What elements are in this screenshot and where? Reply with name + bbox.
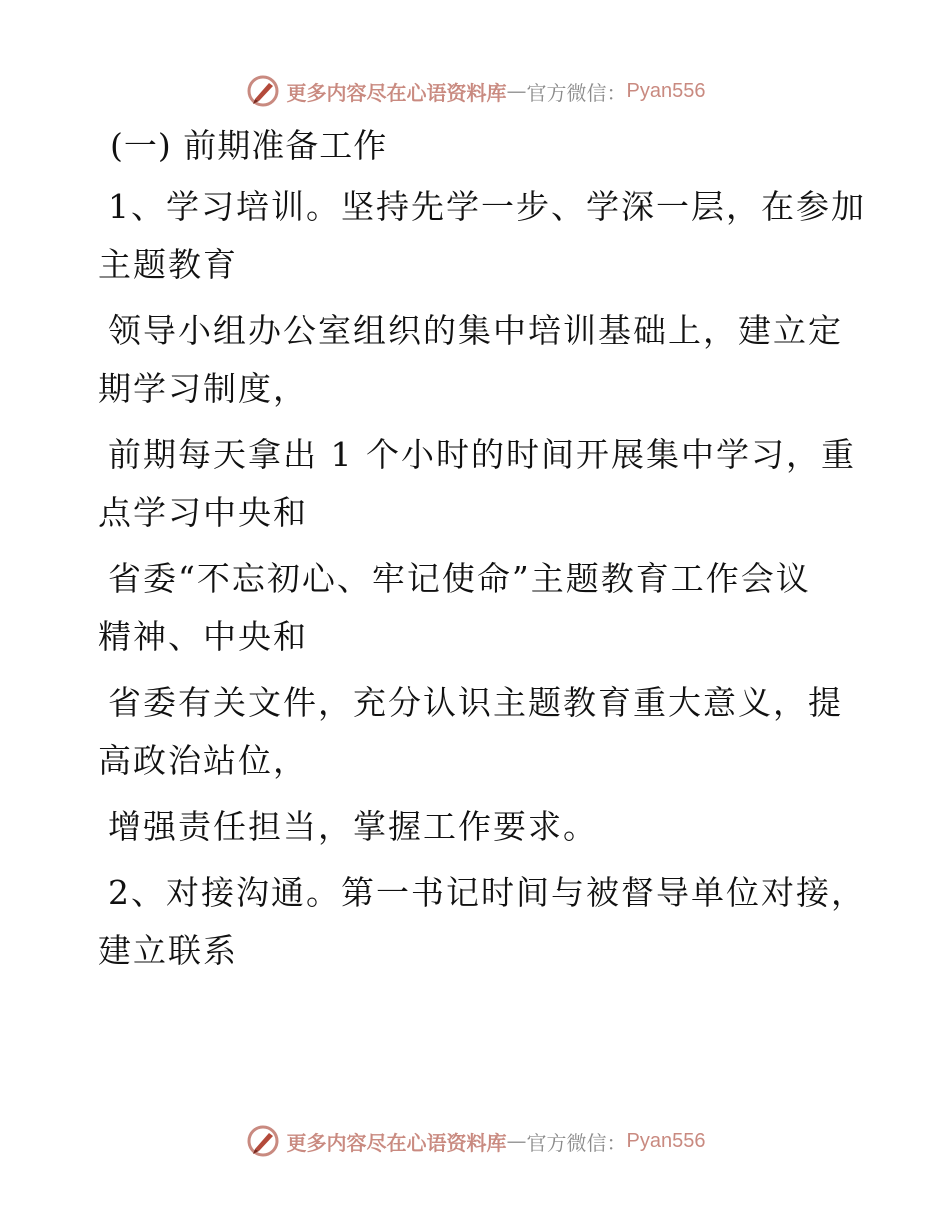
watermark-dash: — — [506, 79, 527, 103]
paragraph — [98, 302, 858, 418]
paragraph-line: 省委有关文件，充分认识主题教育重大意义，提 — [108, 683, 843, 722]
paragraph-line: 前期每天拿出 1 个小时的时间开展集中学习，重 — [108, 435, 856, 474]
pen-circle-logo-icon — [245, 1123, 281, 1159]
paragraph-line: 建立联系 — [98, 931, 238, 970]
watermark-sub-text: 官方微信： — [526, 1130, 627, 1155]
paragraph — [98, 674, 858, 790]
watermark-banner-bottom — [0, 1121, 950, 1161]
watermark-sub-text: 官方微信： — [526, 80, 627, 105]
pen-circle-logo-icon — [245, 73, 281, 109]
paragraph-line: 省委“不忘初心、牢记使命”主题教育工作会议 — [108, 559, 811, 598]
paragraph-line: 增强责任担当，掌握工作要求。 — [108, 807, 598, 846]
paragraph-line: 期学习制度， — [98, 369, 308, 408]
paragraph-line: 精神、中央和 — [98, 617, 308, 656]
paragraph-line: 领导小组办公室组织的集中培训基础上，建立定 — [108, 311, 843, 350]
paragraph — [98, 178, 866, 294]
paragraph-line: 主题教育 — [98, 245, 238, 284]
watermark-wechat-id: Pyan556 — [626, 1129, 706, 1152]
document-body — [98, 118, 866, 988]
paragraph — [98, 864, 866, 980]
watermark-banner-top — [0, 71, 950, 111]
paragraph — [98, 550, 858, 666]
watermark-main-text: 更多内容尽在心语资料库 — [286, 80, 507, 105]
paragraph-line: 1、学习培训。坚持先学一步、学深一层，在参加 — [108, 187, 866, 226]
paragraph-line: 点学习中央和 — [98, 493, 308, 532]
section-heading: (一) 前期准备工作 — [110, 126, 388, 165]
paragraph — [98, 426, 858, 542]
watermark-main-text: 更多内容尽在心语资料库 — [286, 1130, 507, 1155]
watermark-text — [287, 77, 706, 106]
paragraph-line: 高政治站位， — [98, 741, 308, 780]
paragraph — [98, 798, 858, 856]
watermark-text — [287, 1127, 706, 1156]
watermark-wechat-id: Pyan556 — [626, 79, 706, 102]
watermark-dash: — — [506, 1129, 527, 1153]
paragraph-line: 2、对接沟通。第一书记时间与被督导单位对接， — [108, 873, 866, 912]
